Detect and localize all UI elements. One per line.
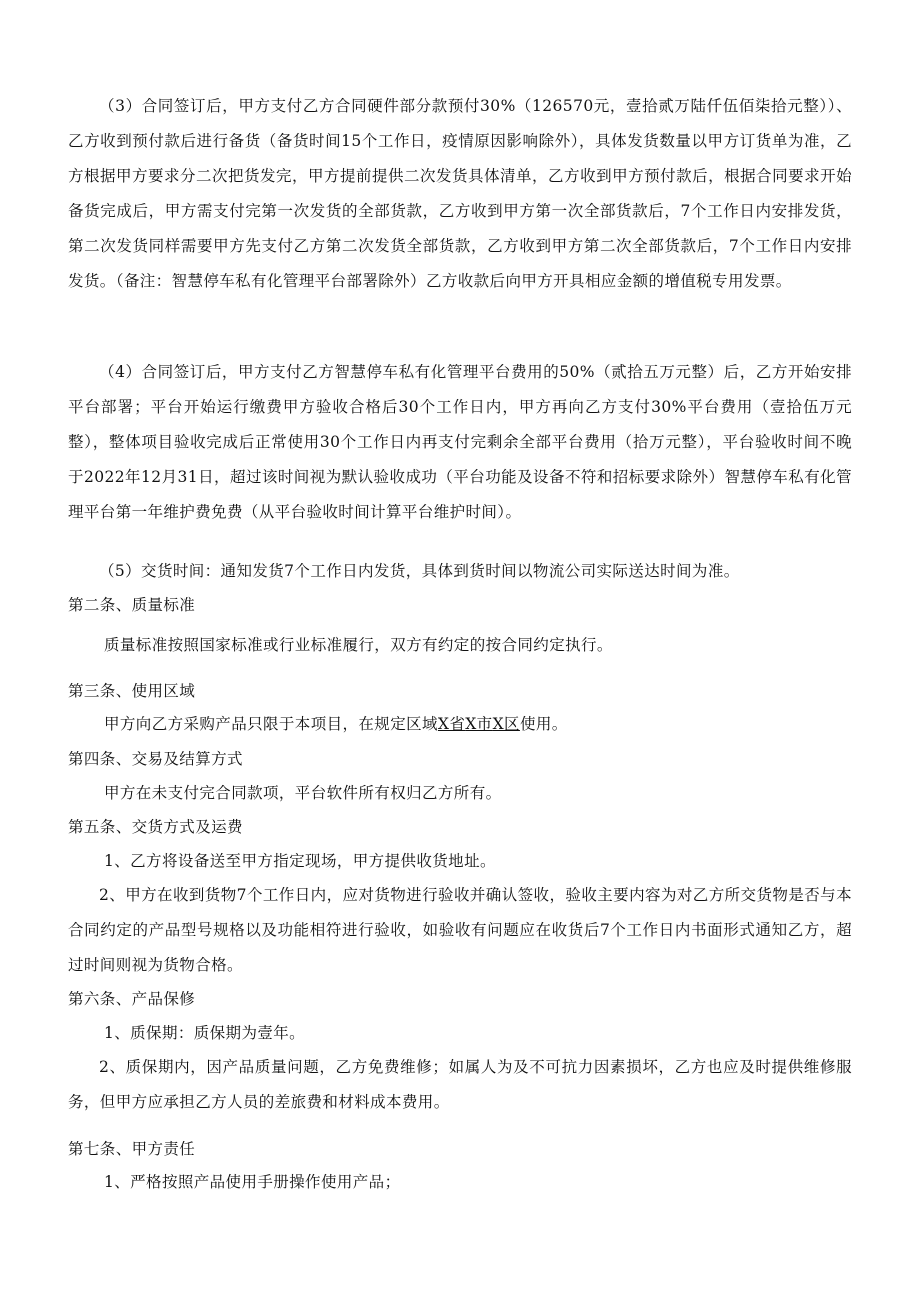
article-3-body-prefix: 甲方向乙方采购产品只限于本项目，在规定区域: [104, 715, 438, 733]
region-city: X市: [465, 715, 493, 733]
article-7-title: 第七条、甲方责任: [68, 1140, 196, 1158]
article-2-title: 第二条、质量标准: [68, 596, 196, 614]
article-5-item-2: 2、甲方在收到货物7个工作日内，应对货物进行验收并确认签收，验收主要内容为对乙方所交货物是否与本合同约定的产品型号规格以及功能相符进行验收，如验收有问题应在收货后7个工作日内书面形式通知乙方，超过时间则视为货物合格。: [68, 886, 852, 974]
region-district: X区: [492, 715, 520, 733]
article-5-item-1: 1、乙方将设备送至甲方指定现场，甲方提供收货地址。: [104, 852, 496, 870]
article-3-body: [104, 709, 852, 739]
article-6-item-1: 1、质保期：质保期为壹年。: [104, 1024, 306, 1042]
article-4-body: 甲方在未支付完合同款项，平台软件所有权归乙方所有。: [104, 784, 502, 802]
article-4-title: 第四条、交易及结算方式: [68, 750, 243, 768]
article-5-title: 第五条、交货方式及运费: [68, 818, 243, 836]
article-6-item-2: 2、质保期内，因产品质量问题，乙方免费维修；如属人为及不可抗力因素损坏，乙方也应及时提供维修服务，但甲方应承担乙方人员的差旅费和材料成本费用。: [68, 1058, 852, 1111]
article-3-body-suffix: 使用。: [519, 715, 568, 733]
region-province: X省: [437, 715, 466, 733]
article-3-title: 第三条、使用区域: [68, 682, 196, 700]
article-6-title: 第六条、产品保修: [68, 990, 196, 1008]
clause-5-paragraph: （5）交货时间：通知发货7个工作日内发货，具体到货时间以物流公司实际送达时间为准。: [99, 562, 740, 580]
article-7-item-1: 1、严格按照产品使用手册操作使用产品；: [104, 1173, 401, 1191]
clause-3-paragraph: （3）合同签订后，甲方支付乙方合同硬件部分款预付30%（126570元，壹拾贰万陆仟伍佰柒拾元整））、乙方收到预付款后进行备货（备货时间15个工作日，疫情原因影响除外），具体发货数量以甲方订货单为准，乙方根据甲方要求分二次把货发完，甲方提前提供二次发货具体清单，乙方收到甲方预付款后，根据合同要求开始备货完成后，甲方需支付完第一次发货的全部货款，乙方收到甲方第一次全部货款后，7个工作日内安排发货，第二次发货同样需要甲方先支付乙方第二次发货全部货款，乙方收到甲方第二次全部货款后，7个工作日内安排发货。（备注：智慧停车私有化管理平台部署除外）乙方收款后向甲方开具相应金额的增值税专用发票。: [68, 97, 852, 290]
clause-4-paragraph: （4）合同签订后，甲方支付乙方智慧停车私有化管理平台费用的50%（贰拾五万元整）后，乙方开始安排平台部署；平台开始运行缴费甲方验收合格后30个工作日内，甲方再向乙方支付30%平台费用（壹拾伍万元整），整体项目验收完成后正常使用30个工作日内再支付完剩余全部平台费用（拾万元整），平台验收时间不晚于2022年12月31日，超过该时间视为默认验收成功（平台功能及设备不符和招标要求除外）智慧停车私有化管理平台第一年维护费免费（从平台验收时间计算平台维护时间）。: [68, 363, 852, 521]
article-2-body: 质量标准按照国家标准或行业标准履行，双方有约定的按合同约定执行。: [104, 636, 613, 654]
